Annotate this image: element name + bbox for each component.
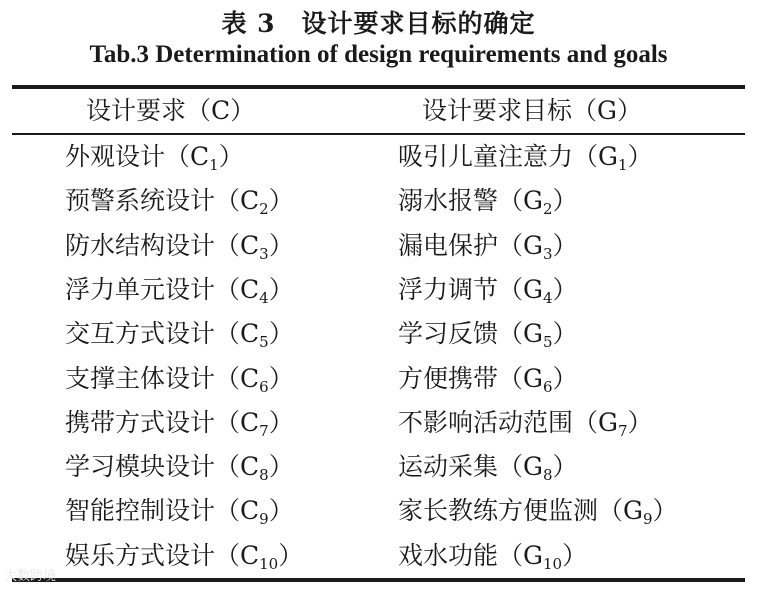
goal-cell [398, 231, 578, 269]
index-subscript: 5 [542, 333, 553, 351]
goal-cell [398, 452, 578, 490]
goal-cell [398, 408, 653, 446]
closing-parenthesis: ） [552, 231, 578, 260]
top-rule [12, 85, 745, 89]
goal-label: 运动采集（G [398, 452, 543, 481]
index-subscript: 4 [259, 289, 269, 307]
index-subscript: 5 [259, 333, 269, 351]
requirement-cell [65, 408, 294, 446]
goal-label: 浮力调节（G [398, 275, 543, 304]
closing-parenthesis: ） [627, 142, 653, 171]
goal-label: 戏水功能（G [398, 541, 543, 570]
table-title-english: Tab.3 Determination of design requirements and goals [89, 41, 668, 68]
requirement-label: 预警系统设计（C [65, 186, 260, 215]
column-header-goal: 设计要求目标（G） [422, 96, 642, 125]
requirement-label: 学习模块设计（C [65, 452, 260, 481]
requirement-label: 娱乐方式设计（C [65, 541, 260, 570]
index-subscript: 2 [542, 200, 553, 218]
index-subscript: 10 [542, 555, 563, 573]
bottom-rule [12, 578, 745, 582]
requirement-label: 防水结构设计（C [65, 231, 260, 260]
index-subscript: 6 [542, 378, 553, 396]
index-subscript: 3 [259, 245, 269, 263]
index-subscript: 8 [542, 466, 553, 484]
closing-parenthesis: ） [268, 496, 294, 525]
goal-cell [398, 319, 578, 357]
requirement-label: 支撑主体设计（C [65, 364, 260, 393]
closing-parenthesis: ） [268, 319, 294, 348]
requirement-cell [65, 452, 294, 490]
closing-parenthesis: ） [552, 319, 578, 348]
closing-parenthesis: ） [552, 186, 578, 215]
requirement-cell [65, 496, 294, 534]
goal-label: 学习反馈（G [398, 319, 543, 348]
requirement-label: 交互方式设计（C [65, 319, 260, 348]
goal-cell [398, 496, 678, 534]
closing-parenthesis: ） [278, 541, 304, 570]
column-header-requirement: 设计要求（C） [86, 96, 256, 125]
closing-parenthesis: ） [552, 275, 578, 304]
table-title-chinese: 表 3 设计要求目标的确定 [221, 9, 536, 38]
closing-parenthesis: ） [652, 496, 678, 525]
requirement-cell [65, 231, 294, 269]
requirement-cell [65, 186, 294, 224]
index-subscript: 9 [259, 510, 269, 528]
goal-label: 方便携带（G [398, 364, 543, 393]
closing-parenthesis: ） [552, 452, 578, 481]
goal-cell [398, 275, 578, 313]
requirement-cell [65, 319, 294, 357]
requirement-cell [65, 541, 303, 579]
index-subscript: 1 [209, 156, 219, 174]
goal-cell [398, 186, 578, 224]
index-subscript: 1 [617, 156, 628, 174]
index-subscript: 7 [259, 422, 269, 440]
goal-label: 漏电保护（G [398, 231, 543, 260]
index-subscript: 3 [542, 245, 553, 263]
closing-parenthesis: ） [268, 364, 294, 393]
closing-parenthesis: ） [268, 231, 294, 260]
closing-parenthesis: ） [268, 408, 294, 437]
index-subscript: 9 [642, 510, 653, 528]
closing-parenthesis: ） [268, 452, 294, 481]
index-subscript: 2 [259, 200, 269, 218]
closing-parenthesis: ） [268, 186, 294, 215]
goal-cell [398, 364, 578, 402]
requirement-label: 外观设计（C [65, 142, 210, 171]
index-subscript: 7 [617, 422, 628, 440]
index-subscript: 8 [259, 466, 269, 484]
goal-cell [398, 541, 587, 579]
requirement-label: 携带方式设计（C [65, 408, 260, 437]
index-subscript: 4 [542, 289, 553, 307]
goal-label: 家长教练方便监测（G [398, 496, 643, 525]
watermark: 大数跨境 [4, 569, 57, 584]
requirement-cell [65, 275, 294, 313]
header-rule [12, 133, 745, 135]
closing-parenthesis: ） [627, 408, 653, 437]
goal-label: 溺水报警（G [398, 186, 543, 215]
goal-label: 不影响活动范围（G [398, 408, 618, 437]
index-subscript: 6 [259, 378, 269, 396]
requirement-label: 智能控制设计（C [65, 496, 260, 525]
closing-parenthesis: ） [218, 142, 244, 171]
goal-label: 吸引儿童注意力（G [398, 142, 618, 171]
goal-cell [398, 142, 653, 180]
requirement-cell [65, 142, 244, 180]
index-subscript: 10 [259, 555, 279, 573]
closing-parenthesis: ） [552, 364, 578, 393]
closing-parenthesis: ） [562, 541, 588, 570]
requirement-cell [65, 364, 294, 402]
requirement-label: 浮力单元设计（C [65, 275, 260, 304]
closing-parenthesis: ） [268, 275, 294, 304]
